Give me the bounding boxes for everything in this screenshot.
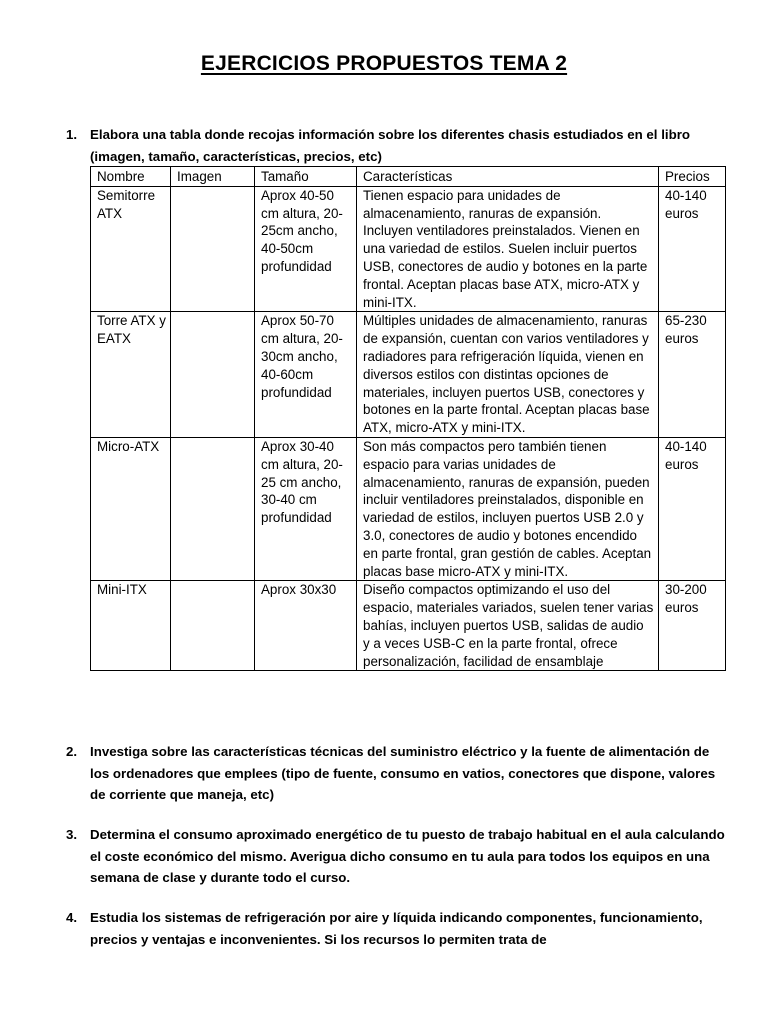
cell-nombre: Semitorre ATX — [91, 186, 171, 312]
cell-tamano: Aprox 40-50 cm altura, 20-25cm ancho, 40-50cm profundidad — [255, 186, 357, 312]
cell-imagen — [171, 186, 255, 312]
exercise-2 — [66, 741, 726, 806]
cell-precios: 40-140 euros — [659, 186, 726, 312]
exercise-number: 1. — [66, 127, 78, 142]
cell-nombre: Torre ATX y EATX — [91, 312, 171, 438]
cell-caracteristicas: Diseño compactos optimizando el uso del espacio, materiales variados, suelen tener varias bahías, incluyen puertos USB, salidas de audio y a veces USB-C en la parte frontal, ofrece personalización, facilidad de ensamblaje — [357, 581, 659, 671]
header-imagen: Imagen — [171, 167, 255, 187]
exercise-3 — [66, 824, 726, 889]
cell-nombre: Micro-ATX — [91, 437, 171, 580]
cell-precios: 40-140 euros — [659, 437, 726, 580]
cell-tamano: Aprox 50-70 cm altura, 20-30cm ancho, 40-60cm profundidad — [255, 312, 357, 438]
page-title: EJERCICIOS PROPUESTOS TEMA 2 — [200, 52, 568, 75]
exercise-number: 3. — [66, 827, 78, 842]
header-precios: Precios — [659, 167, 726, 187]
table-row — [91, 186, 726, 312]
table-row — [91, 437, 726, 580]
cell-nombre: Mini-ITX — [91, 581, 171, 671]
exercise-4 — [66, 907, 726, 950]
cell-caracteristicas: Tienen espacio para unidades de almacenamiento, ranuras de expansión. Incluyen ventiladores preinstalados. Vienen en una variedad de estilos. Suelen incluir puertos USB, conectores de audio y botones en la parte frontal. Aceptan placas base ATX, micro-ATX y mini-ITX. — [357, 186, 659, 312]
header-caracteristicas: Características — [357, 167, 659, 187]
exercise-text: Estudia los sistemas de refrigeración por aire y líquida indicando componentes, funcionamiento, precios y ventajas e inconvenientes. Si los recursos lo permiten trata de — [90, 910, 703, 947]
exercise-number: 2. — [66, 744, 78, 759]
cell-imagen — [171, 437, 255, 580]
table-row — [91, 581, 726, 671]
cell-precios: 30-200 euros — [659, 581, 726, 671]
cell-imagen — [171, 312, 255, 438]
exercise-text: Determina el consumo aproximado energético de tu puesto de trabajo habitual en el aula calculando el coste económico del mismo. Averigua dicho consumo en tu aula para todos los equipos en una semana de clase y durante todo el curso. — [90, 827, 725, 885]
cell-imagen — [171, 581, 255, 671]
table-row — [91, 312, 726, 438]
cell-caracteristicas: Múltiples unidades de almacenamiento, ranuras de expansión, cuentan con varios ventiladores y radiadores para refrigeración líquida, vienen en diversos estilos con distintas opciones de materiales, incluyen puertos USB, conectores y botones en la parte frontal. Aceptan placas base ATX, micro-ATX y mini-ITX. — [357, 312, 659, 438]
header-tamano: Tamaño — [255, 167, 357, 187]
cell-tamano: Aprox 30-40 cm altura, 20-25 cm ancho, 30-40 cm profundidad — [255, 437, 357, 580]
exercise-text: Investiga sobre las características técnicas del suministro eléctrico y la fuente de alimentación de los ordenadores que emplees (tipo de fuente, consumo en vatios, conectores que dispone, valores de corriente que maneja, etc) — [90, 744, 716, 802]
cell-tamano: Aprox 30x30 — [255, 581, 357, 671]
exercise-1 — [66, 124, 726, 167]
chassis-table — [90, 166, 726, 671]
header-nombre: Nombre — [91, 167, 171, 187]
table-header-row — [91, 167, 726, 187]
cell-precios: 65-230 euros — [659, 312, 726, 438]
exercise-number: 4. — [66, 910, 78, 925]
exercise-text: Elabora una tabla donde recojas información sobre los diferentes chasis estudiados en el libro (imagen, tamaño, características, precios, etc) — [90, 127, 690, 164]
cell-caracteristicas: Son más compactos pero también tienen espacio para varias unidades de almacenamiento, ranuras de expansión, pueden incluir ventiladores preinstalados, disponible en variedad de estilos, incluyen puertos USB 2.0 y 3.0, conectores de audio y botones encendido en parte frontal, gran gestión de cables. Aceptan placas base micro-ATX y mini-ITX. — [357, 437, 659, 580]
